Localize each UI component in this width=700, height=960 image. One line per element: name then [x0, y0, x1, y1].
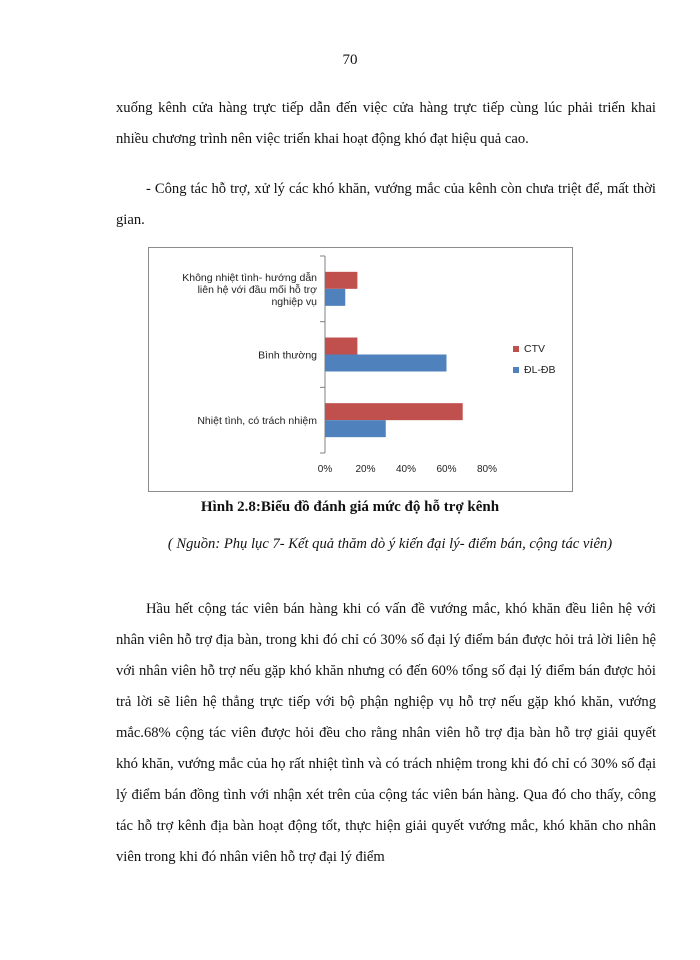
bar-dl-db-0: [325, 289, 345, 306]
bar-ctv-0: [325, 272, 357, 289]
legend-label: ĐL-ĐB: [524, 364, 556, 376]
chart-svg: [149, 248, 572, 491]
figure-source: ( Nguồn: Phụ lục 7- Kết quả thăm dò ý kiến đại lý- điểm bán, cộng tác viên): [167, 536, 613, 552]
bar-dl-db-2: [325, 420, 386, 437]
paragraph-support-issue: - Công tác hỗ trợ, xử lý các khó khăn, vướng mắc của kênh còn chưa triệt để, mất thời gian.: [116, 181, 656, 228]
category-label: Không nhiệt tình- hướng dẫn: [182, 271, 317, 284]
category-label: liên hệ với đầu mối hỗ trợ: [197, 283, 317, 296]
legend-swatch: [513, 367, 519, 373]
page-number: 70: [342, 52, 358, 68]
support-level-chart: [148, 247, 573, 492]
x-tick-label: 60%: [436, 464, 457, 475]
category-label: Nhiệt tình, có trách nhiệm: [197, 415, 317, 428]
category-label: nghiệp vụ: [271, 295, 317, 308]
legend-swatch: [513, 346, 519, 352]
paragraph-analysis: Hầu hết cộng tác viên bán hàng khi có vấn đề vướng mắc, khó khăn đều liên hệ với nhân viên hỗ trợ địa bàn, trong khi đó chỉ có 30% số đại lý điểm bán được hỏi trả lời liên hệ với nhân viên hỗ trợ nếu gặp khó khăn nhưng có đến 60% tổng số đại lý điểm bán được hỏi trả lời sẽ liên hệ thẳng trực tiếp với bộ phận nghiệp vụ hỗ trợ nếu gặp khó khăn, vướng mắc.68% cộng tác viên được hỏi đều cho rằng nhân viên hỗ trợ địa bàn hỗ trợ giải quyết khó khăn, vướng mắc của họ rất nhiệt tình và có trách nhiệm trong khi đó chỉ có 30% số đại lý điểm bán đồng tình với nhận xét trên của cộng tác viên bán hàng. Qua đó cho thấy, công tác hỗ trợ kênh địa bàn hoạt động tốt, thực hiện giải quyết vướng mắc, khó khăn cho nhân viên trong khi đó nhân viên hỗ trợ đại lý điểm: [116, 601, 656, 865]
x-tick-label: 40%: [395, 464, 417, 475]
bar-dl-db-1: [325, 355, 447, 372]
bar-ctv-2: [325, 403, 463, 420]
category-label: Bình thường: [258, 349, 317, 362]
x-tick-label: 80%: [476, 464, 498, 475]
x-tick-label: 0%: [317, 464, 333, 475]
legend-label: CTV: [524, 343, 545, 355]
bar-ctv-1: [325, 338, 357, 355]
figure-caption: Hình 2.8:Biểu đồ đánh giá mức độ hỗ trợ kênh: [200, 499, 500, 515]
paragraph-continuation: xuống kênh cửa hàng trực tiếp dẫn đến việc cửa hàng trực tiếp cùng lúc phải triển khai nhiều chương trình nên việc triển khai hoạt động khó đạt hiệu quả cao.: [116, 100, 656, 147]
x-tick-label: 20%: [355, 464, 376, 475]
